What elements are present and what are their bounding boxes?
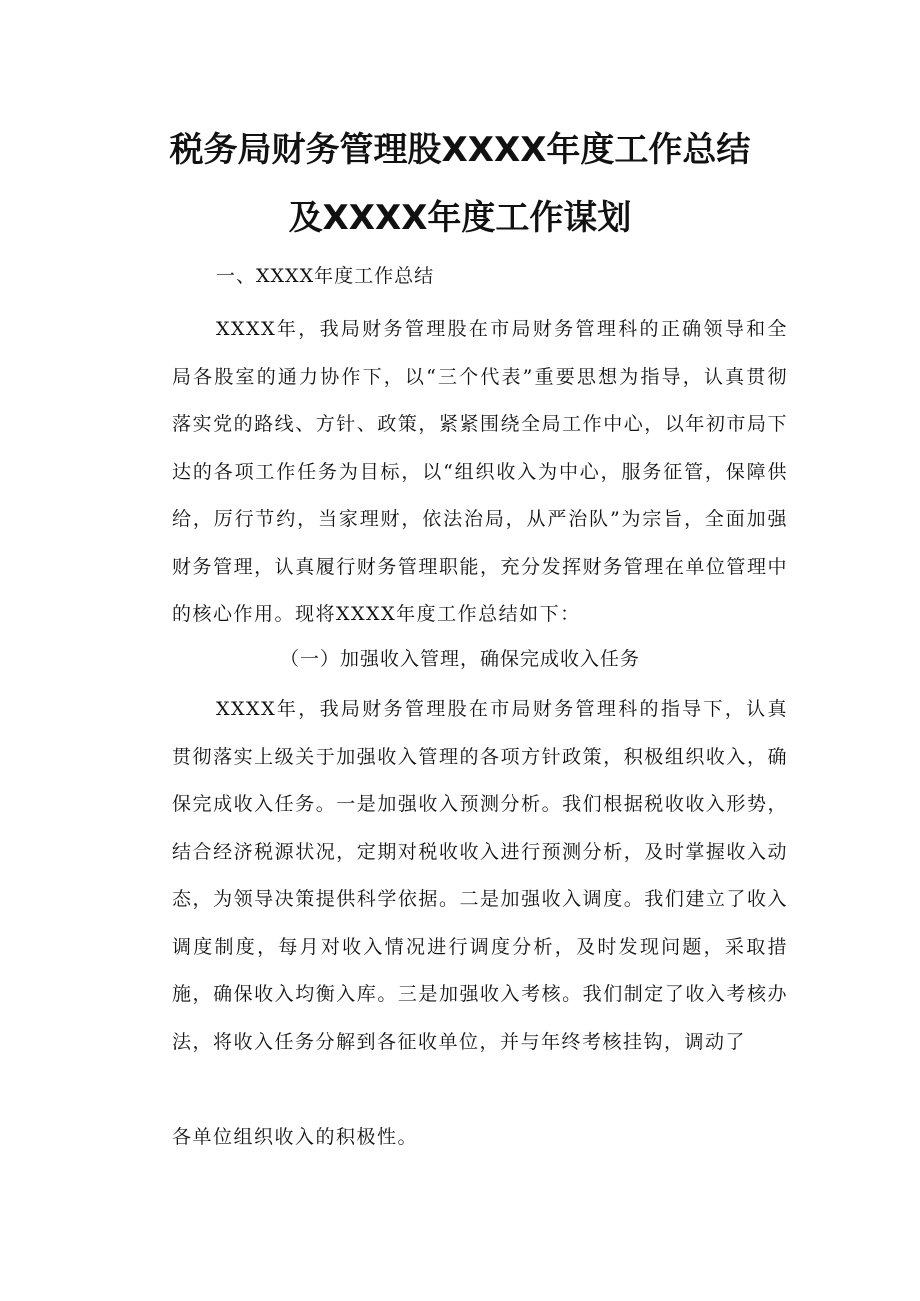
subsection-paragraph-continuation: 各单位组织收入的积极性。 [172, 1126, 419, 1148]
subsection-heading: （一）加强收入管理，确保完成收入任务 [280, 648, 641, 670]
section-paragraph: XXXX年，我局财务管理股在市局财务管理科的正确领导和全局各股室的通力协作下，以“三个代表”重要思想为指导，认真贯彻落实党的路线、方针、政策，紧紧围绕全局工作中心，以年初市局下达的各项工作任务为目标，以“组织收入为中心，服务征管，保障供给，厉行节约，当家理财，依法治局，从严治队”为宗旨，全面加强财务管理，认真履行财务管理职能，充分发挥财务管理在单位管理中的核心作用。现将XXXX年度工作总结如下： [172, 318, 788, 625]
document-title-line-2: 及XXXX年度工作谋划 [288, 198, 632, 238]
subsection-paragraph: XXXX年，我局财务管理股在市局财务管理科的指导下，认真贯彻落实上级关于加强收入管理的各项方针政策，积极组织收入，确保完成收入任务。一是加强收入预测分析。我们根据税收收入形势，结合经济税源状况，定期对税收收入进行预测分析，及时掌握收入动态，为领导决策提供科学依据。二是加强收入调度。我们建立了收入调度制度，每月对收入情况进行调度分析，及时发现问题，采取措施，确保收入均衡入库。三是加强收入考核。我们制定了收入考核办法，将收入任务分解到各征收单位，并与年终考核挂钩，调动了 [172, 698, 788, 1053]
document-title-line-1: 税务局财务管理股XXXX年度工作总结 [169, 130, 751, 170]
section-heading: 一、XXXX年度工作总结 [216, 265, 435, 287]
